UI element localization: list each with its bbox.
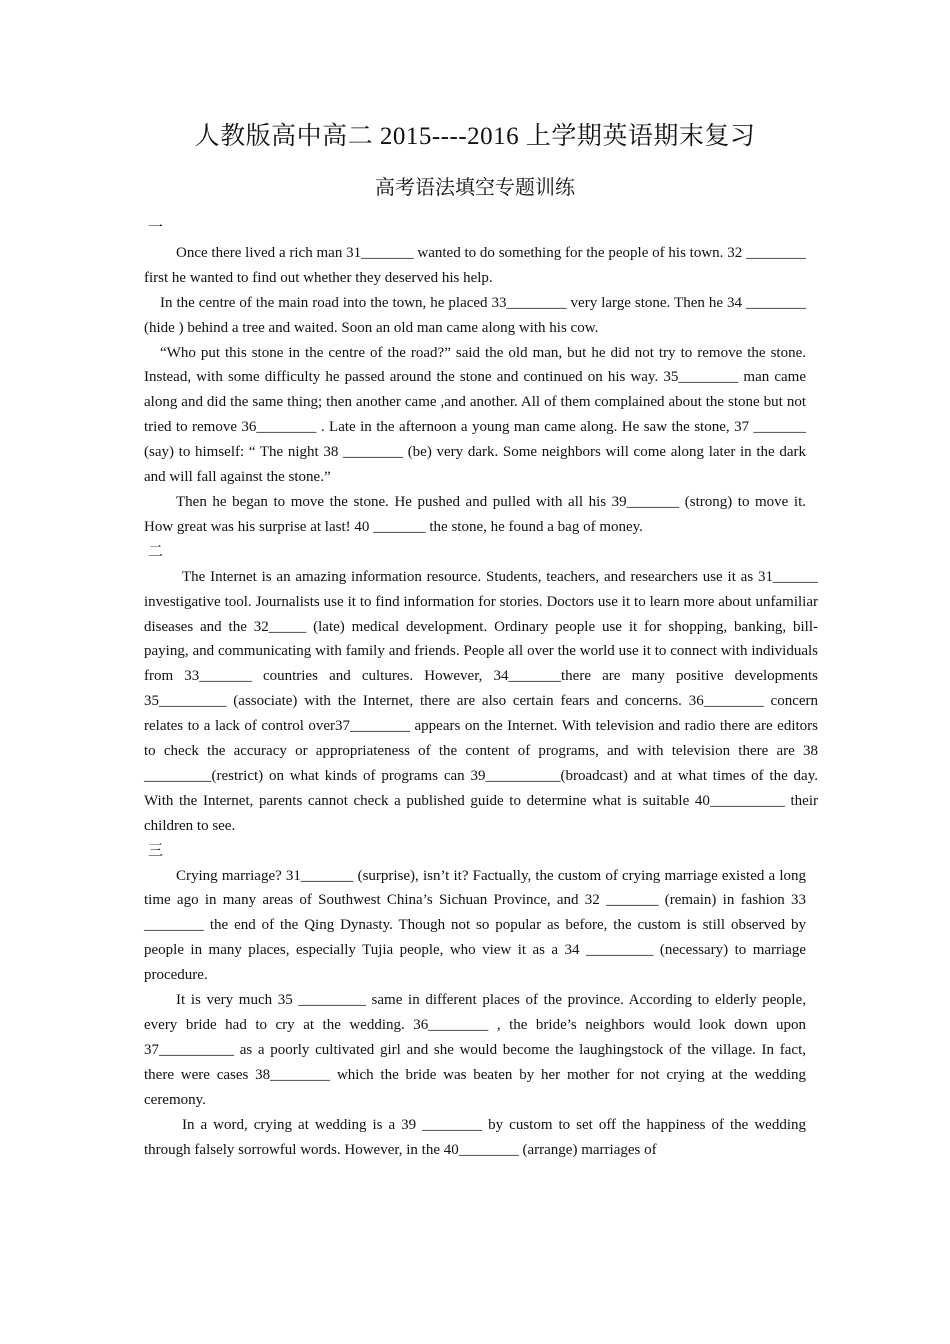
passage-1-paragraph-1: Once there lived a rich man 31_______ wanted to do something for the people of his town. 32 ________ first he wanted to find out whether they deserved his help. xyxy=(144,244,806,286)
document-subtitle: 高考语法填空专题训练 xyxy=(375,177,575,199)
section-label-3: 三 xyxy=(148,842,164,859)
passage-1-paragraph-4: Then he began to move the stone. He pushed and pulled with all his 39_______ (strong) to move it. How great was his surprise at last! 40 _______ the stone, he found a bag of money. xyxy=(144,493,806,535)
section-label-2: 二 xyxy=(148,543,164,560)
passage-3-paragraph-3: In a word, crying at wedding is a 39 ________ by custom to set off the happiness of the wedding through falsely sorrowful words. However, in the 40________ (arrange) marriages of xyxy=(144,1116,806,1158)
passage-3-paragraph-1: Crying marriage? 31_______ (surprise), isn’t it? Factually, the custom of crying marriage existed a long time ago in many areas of Southwest China’s Sichuan Province, and 32 _______ (remain) in fashion 33 ________ the end of the Qing Dynasty. Though not so popular as before, the custom is still observed by people in many places, especially Tujia people, who view it as a 34 _________ (necessary) to marriage procedure. xyxy=(144,867,806,984)
document-title: 人教版高中高二 2015----2016 上学期英语期末复习 xyxy=(194,123,756,150)
passage-1-paragraph-2: In the centre of the main road into the town, he placed 33________ very large stone. Then he 34 ________ (hide ) behind a tree and waited. Soon an old man came along with his cow. xyxy=(144,294,806,336)
section-label-1: 一 xyxy=(148,220,164,236)
passage-1-paragraph-3: “Who put this stone in the centre of the road?” said the old man, but he did not try to remove the stone. Instead, with some difficulty he passed around the stone and continued on his way. 35________ man came along and did the same thing; then another came ,and another. All of them complained about the stone but not tried to remove 36________ . Late in the afternoon a young man came along. He saw the stone, 37 _______ (say) to himself: “ The night 38 ________ (be) very dark. Some neighbors will come along later in the dark and will fall against the stone.” xyxy=(144,344,806,486)
passage-2-paragraph-1: The Internet is an amazing information resource. Students, teachers, and researchers use it as 31______ investigative tool. Journalists use it to find information for stories. Doctors use it to learn more about unfamiliar diseases and the 32_____ (late) medical development. Ordinary people use it for shopping, banking, bill-paying, and communicating with family and friends. People all over the world use it to connect with individuals from 33_______ countries and cultures. However, 34_______there are many positive developments 35_________ (associate) with the Internet, there are also certain fears and concerns. 36________ concern relates to a lack of control over37________ appears on the Internet. With television and radio there are editors to check the accuracy or appropriateness of the content of programs, and with television there are 38 _________(restrict) on what kinds of programs can 39__________(broadcast) and at what times of the day. With the Internet, parents cannot check a published guide to determine what is suitable 40__________ their children to see. xyxy=(144,568,818,834)
passage-3-paragraph-2: It is very much 35 _________ same in different places of the province. According to elderly people, every bride had to cry at the wedding. 36________ , the bride’s neighbors would look down upon 37__________ as a poorly cultivated girl and she would become the laughingstock of the village. In fact, there were cases 38________ which the bride was beaten by her mother for not crying at the wedding ceremony. xyxy=(144,992,806,1108)
exercise-content xyxy=(144,216,818,1162)
